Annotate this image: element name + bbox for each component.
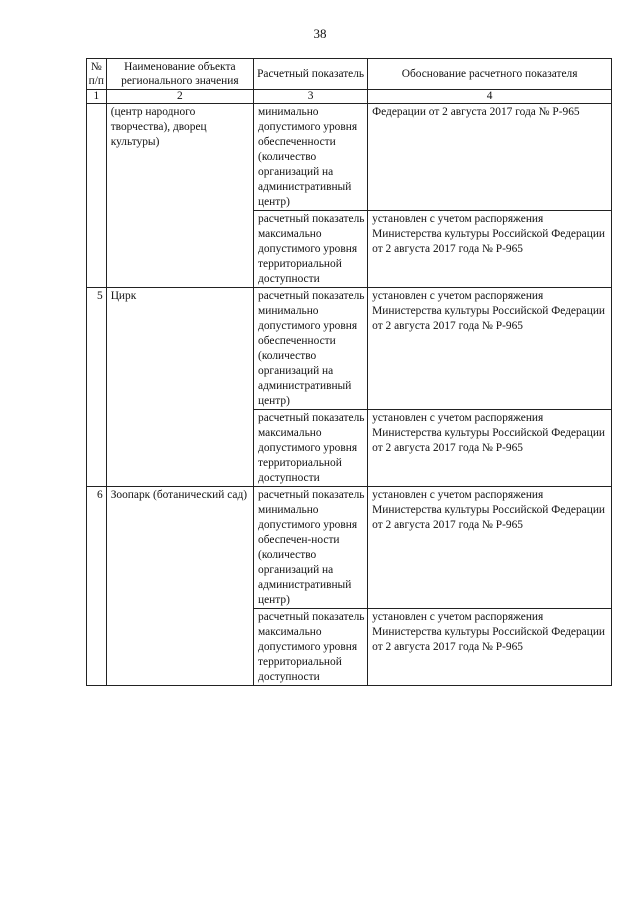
basis-cell: установлен с учетом распоряжения Министерства культуры Российской Федерации от 2 августа 2017 года № Р-965 bbox=[368, 211, 612, 288]
row-number: 5 bbox=[87, 288, 107, 487]
object-name-cell: Зоопарк (ботанический сад) bbox=[106, 487, 253, 686]
column-number: 3 bbox=[254, 90, 368, 104]
column-number: 4 bbox=[368, 90, 612, 104]
indicator-cell: расчетный показатель минимально допустимого уровня обеспеченности (количество организаций на административный центр) bbox=[254, 288, 368, 410]
row-number: 6 bbox=[87, 487, 107, 686]
header-col-indicator: Расчетный показатель bbox=[254, 59, 368, 90]
header-col-number: № п/п bbox=[87, 59, 107, 90]
table-row bbox=[87, 487, 612, 609]
regional-objects-table bbox=[86, 58, 612, 686]
table-header-row bbox=[87, 59, 612, 90]
basis-cell: Федерации от 2 августа 2017 года № Р-965 bbox=[368, 104, 612, 211]
indicator-cell: расчетный показатель максимально допустимого уровня территориальной доступности bbox=[254, 410, 368, 487]
column-number: 2 bbox=[106, 90, 253, 104]
basis-cell: установлен с учетом распоряжения Министерства культуры Российской Федерации от 2 августа 2017 года № Р-965 bbox=[368, 288, 612, 410]
indicator-cell: минимально допустимого уровня обеспеченности (количество организаций на административный центр) bbox=[254, 104, 368, 211]
indicator-cell: расчетный показатель максимально допустимого уровня территориальной доступности bbox=[254, 609, 368, 686]
table-row bbox=[87, 104, 612, 211]
header-col-basis: Обоснование расчетного показателя bbox=[368, 59, 612, 90]
object-name-cell: (центр народного творчества), дворец культуры) bbox=[106, 104, 253, 288]
page-number: 38 bbox=[313, 26, 327, 41]
table-row bbox=[87, 288, 612, 410]
object-name-cell: Цирк bbox=[106, 288, 253, 487]
basis-cell: установлен с учетом распоряжения Министерства культуры Российской Федерации от 2 августа 2017 года № Р-965 bbox=[368, 609, 612, 686]
column-number: 1 bbox=[87, 90, 107, 104]
basis-cell: установлен с учетом распоряжения Министерства культуры Российской Федерации от 2 августа 2017 года № Р-965 bbox=[368, 487, 612, 609]
indicator-cell: расчетный показатель максимально допустимого уровня территориальной доступности bbox=[254, 211, 368, 288]
column-numbers-row bbox=[87, 90, 612, 104]
row-number bbox=[87, 104, 107, 288]
indicator-cell: расчетный показатель минимально допустимого уровня обеспечен-ности (количество организаций на административный центр) bbox=[254, 487, 368, 609]
basis-cell: установлен с учетом распоряжения Министерства культуры Российской Федерации от 2 августа 2017 года № Р-965 bbox=[368, 410, 612, 487]
header-col-object-name: Наименование объекта регионального значения bbox=[106, 59, 253, 90]
